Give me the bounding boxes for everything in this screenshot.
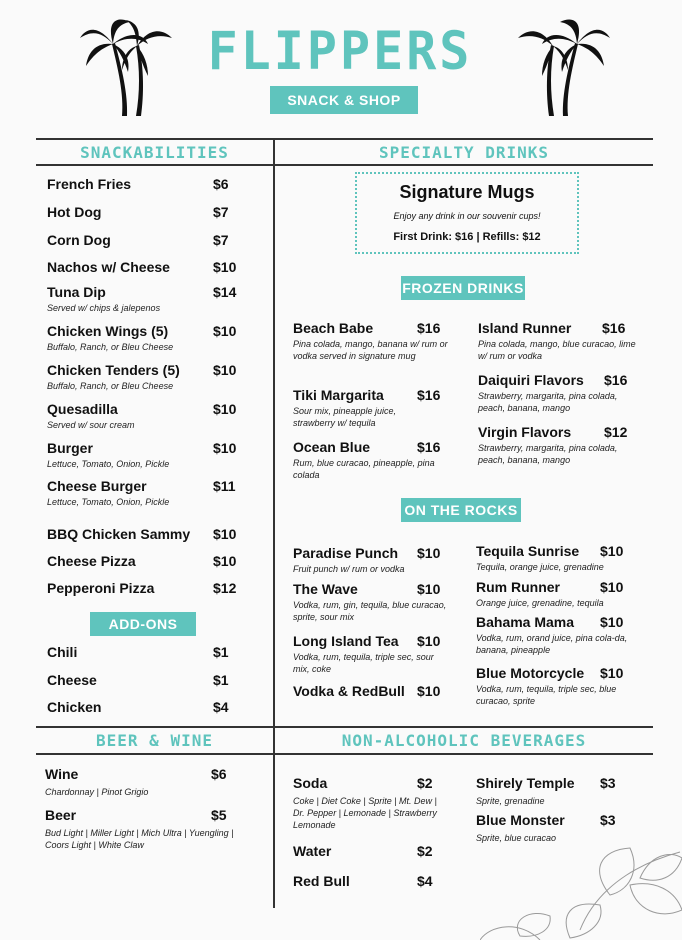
- item-name: Bahama Mama: [476, 614, 575, 630]
- item-name: Chicken Wings (5): [47, 323, 169, 339]
- menu-item: [293, 581, 448, 623]
- section-beer-wine: BEER & WINE: [96, 731, 213, 750]
- item-description: Bud Light | Miller Light | Mich Ultra | Yuengling | Coors Light | White Claw: [45, 828, 234, 850]
- menu-item: [478, 424, 643, 466]
- menu-item: [293, 633, 443, 675]
- menu-item: [47, 323, 247, 353]
- mugs-price: First Drink: $16 | Refills: $12: [393, 231, 541, 243]
- menu-item: [293, 439, 441, 481]
- palm-tree-icon: [516, 14, 612, 118]
- item-name: Long Island Tea: [293, 633, 399, 649]
- menu-item: [47, 401, 247, 431]
- menu-item: [47, 672, 229, 690]
- menu-item: [293, 545, 453, 575]
- item-price: $12: [604, 424, 628, 440]
- item-price: $2: [417, 775, 433, 791]
- item-description: Fruit punch w/ rum or vodka: [293, 564, 405, 574]
- top-divider: [36, 138, 653, 140]
- item-price: $10: [600, 665, 624, 681]
- mugs-title: Signature Mugs: [399, 182, 535, 202]
- tag-on-the-rocks: ON THE ROCKS: [401, 498, 521, 522]
- item-name: Tiki Margarita: [293, 387, 384, 403]
- header-divider: [36, 164, 653, 166]
- lower-column-divider: [273, 726, 275, 908]
- item-description: Sprite, grenadine: [476, 796, 545, 806]
- item-name: Chicken Tenders (5): [47, 362, 180, 378]
- item-price: $1: [213, 672, 229, 688]
- menu-item: [47, 553, 237, 571]
- item-price: $10: [417, 633, 441, 649]
- menu-item: [478, 372, 643, 414]
- menu-item: [47, 440, 247, 470]
- item-name: Shirely Temple: [476, 775, 575, 791]
- menu-item: [45, 766, 260, 798]
- item-description: Strawberry, margarita, pina colada, peach, banana, mango: [478, 443, 618, 465]
- menu-subtitle: SNACK & SHOP: [270, 86, 418, 114]
- menu-item: [293, 775, 438, 831]
- item-name: Red Bull: [293, 873, 350, 889]
- menu-item: [293, 387, 441, 429]
- item-name: Wine: [45, 766, 79, 782]
- item-name: The Wave: [293, 581, 358, 597]
- menu-title: FLIPPERS: [207, 20, 473, 82]
- item-price: $10: [213, 440, 237, 456]
- menu-item: [47, 478, 247, 508]
- item-description: Chardonnay | Pinot Grigio: [45, 787, 149, 797]
- item-price: $16: [417, 320, 441, 336]
- column-divider: [273, 138, 275, 726]
- menu-item: [47, 526, 237, 544]
- item-price: $10: [213, 553, 237, 569]
- item-price: $14: [213, 284, 237, 300]
- item-description: Lettuce, Tomato, Onion, Pickle: [47, 497, 170, 507]
- item-name: Quesadilla: [47, 401, 118, 417]
- item-price: $10: [417, 545, 441, 561]
- item-description: Vodka, rum, orand juice, pina cola-da, banana, pineapple: [476, 633, 628, 655]
- item-price: $1: [213, 644, 229, 660]
- menu-item: [47, 232, 229, 250]
- item-price: $11: [213, 478, 236, 494]
- item-description: Sprite, blue curacao: [476, 833, 557, 843]
- section-non-alcoholic: NON-ALCOHOLIC BEVERAGES: [341, 731, 587, 750]
- item-description: Vodka, rum, tequila, triple sec, sour mix, coke: [293, 652, 434, 674]
- leaf-decoration-icon: [480, 840, 682, 940]
- item-price: $10: [213, 323, 237, 339]
- item-description: Served w/ sour cream: [47, 420, 135, 430]
- item-description: Pina colada, mango, blue curacao, lime w/ rum or vodka: [478, 339, 636, 361]
- item-description: Orange juice, grenadine, tequila: [476, 598, 604, 608]
- item-price: $6: [213, 176, 229, 192]
- item-name: Vodka & RedBull: [293, 683, 405, 699]
- menu-item: [293, 843, 433, 861]
- menu-item: [47, 176, 229, 194]
- item-name: Cheese Burger: [47, 478, 147, 494]
- menu-item: [293, 320, 448, 362]
- item-name: Cheese Pizza: [47, 553, 136, 569]
- item-price: $10: [417, 581, 441, 597]
- item-name: Water: [293, 843, 332, 859]
- menu-item: [476, 775, 636, 807]
- item-name: Pepperoni Pizza: [47, 580, 155, 596]
- item-price: $2: [417, 843, 433, 859]
- item-description: Rum, blue curacao, pineapple, pina colada: [293, 458, 435, 480]
- menu-item: [47, 699, 229, 717]
- item-description: Lettuce, Tomato, Onion, Pickle: [47, 459, 170, 469]
- item-description: Tequila, orange juice, grenadine: [476, 562, 604, 572]
- lower-header-divider: [36, 753, 653, 755]
- menu-item: [476, 579, 641, 609]
- menu-item: [45, 807, 235, 851]
- item-name: Tuna Dip: [47, 284, 106, 300]
- menu-item: [476, 665, 641, 707]
- item-description: Buffalo, Ranch, or Bleu Cheese: [47, 342, 174, 352]
- item-price: $10: [600, 579, 624, 595]
- item-name: Blue Monster: [476, 812, 565, 828]
- item-name: Beer: [45, 807, 77, 823]
- item-price: $10: [213, 362, 237, 378]
- menu-item: [47, 259, 237, 277]
- item-price: $7: [213, 232, 229, 248]
- item-name: Corn Dog: [47, 232, 111, 248]
- item-description: Vodka, rum, tequila, triple sec, blue curacao, sprite: [476, 684, 617, 706]
- item-price: $10: [213, 526, 237, 542]
- item-price: $10: [213, 401, 237, 417]
- item-name: Beach Babe: [293, 320, 374, 336]
- item-price: $7: [213, 204, 229, 220]
- item-price: $4: [417, 873, 433, 889]
- item-name: Rum Runner: [476, 579, 560, 595]
- item-name: Virgin Flavors: [478, 424, 572, 440]
- item-name: Soda: [293, 775, 328, 791]
- item-description: Sour mix, pineapple juice, strawberry w/ tequila: [293, 406, 397, 428]
- menu-item: [293, 873, 433, 891]
- item-price: $16: [417, 387, 441, 403]
- item-price: $16: [602, 320, 626, 336]
- item-price: $4: [213, 699, 229, 715]
- menu-item: [293, 683, 453, 701]
- item-name: Chili: [47, 644, 78, 660]
- item-description: Buffalo, Ranch, or Bleu Cheese: [47, 381, 174, 391]
- menu-item: [47, 580, 237, 598]
- item-price: $6: [211, 766, 227, 782]
- mugs-subtitle: Enjoy any drink in our souvenir cups!: [393, 211, 541, 221]
- menu-item: [47, 204, 229, 222]
- item-name: French Fries: [47, 176, 132, 192]
- menu-item: [478, 320, 643, 362]
- item-description: Strawberry, margarita, pina colada, peach, banana, mango: [478, 391, 618, 413]
- item-price: $3: [600, 812, 616, 828]
- item-name: Island Runner: [478, 320, 572, 336]
- section-specialty-drinks: SPECIALTY DRINKS: [378, 143, 550, 162]
- item-name: Chicken: [47, 699, 102, 715]
- item-name: Daiquiri Flavors: [478, 372, 584, 388]
- item-name: Ocean Blue: [293, 439, 371, 455]
- menu-item: [47, 362, 247, 392]
- tag-add-ons: ADD-ONS: [90, 612, 196, 636]
- item-name: Blue Motorcycle: [476, 665, 585, 681]
- item-name: BBQ Chicken Sammy: [47, 526, 191, 542]
- menu-item: [47, 644, 229, 662]
- item-price: $12: [213, 580, 237, 596]
- item-name: Nachos w/ Cheese: [47, 259, 170, 275]
- item-name: Hot Dog: [47, 204, 102, 220]
- item-price: $10: [417, 683, 441, 699]
- item-price: $5: [211, 807, 227, 823]
- section-snackabilities: SNACKABILITIES: [80, 143, 229, 162]
- item-price: $3: [600, 775, 616, 791]
- item-description: Vodka, rum, gin, tequila, blue curacao, sprite, sour mix: [293, 600, 447, 622]
- palm-tree-icon: [78, 14, 174, 118]
- item-description: Coke | Diet Coke | Sprite | Mt. Dew | Dr. Pepper | Lemonade | Strawberry Lemonade: [293, 796, 437, 830]
- signature-mugs-box: [355, 172, 579, 254]
- item-name: Tequila Sunrise: [476, 543, 580, 559]
- item-description: Pina colada, mango, banana w/ rum or vodka served in signature mug: [293, 339, 448, 361]
- item-name: Paradise Punch: [293, 545, 399, 561]
- item-price: $10: [213, 259, 237, 275]
- item-price: $10: [600, 614, 624, 630]
- item-price: $16: [604, 372, 628, 388]
- menu-item: [47, 284, 247, 314]
- item-price: $10: [600, 543, 624, 559]
- item-name: Cheese: [47, 672, 97, 688]
- item-name: Burger: [47, 440, 93, 456]
- menu-item: [476, 543, 641, 573]
- item-price: $16: [417, 439, 441, 455]
- item-description: Served w/ chips & jalepenos: [47, 303, 161, 313]
- lower-divider: [36, 726, 653, 728]
- menu-item: [476, 614, 636, 656]
- tag-frozen-drinks: FROZEN DRINKS: [401, 276, 525, 300]
